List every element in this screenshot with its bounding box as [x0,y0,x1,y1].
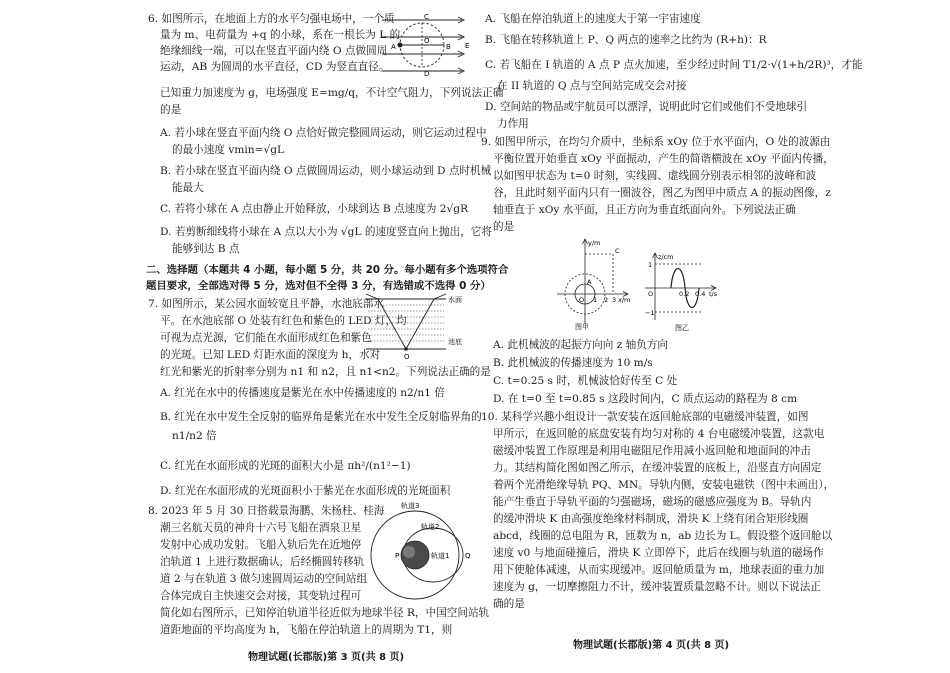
q6-option-d-cont: 能够到达 B 点 [172,243,240,255]
q8-option-c: C. 若飞船在 I 轨道的 A 点 P 点火加速，至少经过时间 T1/2·√(1+h/2R)³，才能 [485,59,863,71]
q9-line: 9. 如图甲所示，在均匀介质中，坐标系 xOy 位于水平面内，O 处的波源由 [481,136,831,148]
q9-figa-tick-3: 3 [612,296,617,304]
q9-figb-label-z: z/cm [658,253,674,261]
q9-figa-label-c: C [615,247,620,255]
q9-figure-a [555,236,635,332]
left-page-footer: 物理试题(长郡版)第 3 页(共 8 页) [248,652,405,663]
q9-figb-tick-04: 0.4 [695,290,706,298]
q7-line: 红光和紫光的折射率分别为 n1 和 n2，且 n1<n2。下列说法正确的是 [160,366,491,378]
q6-option-a-cont: 的最小速度 vmin=√gL [172,144,285,156]
q7-label-water-surface: 水面 [448,296,462,304]
q7-option-b: B. 红光在水中发生全反射的临界角是紫光在水中发生全反射临界角的 [160,411,482,423]
q9-figb-label-t: t/s [709,290,718,298]
q6-figure [380,10,472,80]
q9-option-b: B. 此机械波的传播速度为 10 m/s [493,357,653,369]
q6-option-d: D. 若剪断细线将小球在 A 点以大小为 √gL 的速度竖直向上抛出，它将 [160,226,492,238]
q6-label-e: E [465,42,470,50]
q9-figb-tick-02: 0.2 [679,290,690,298]
q6-label-b: B [446,43,451,51]
q10-line: 10. 某科学兴趣小组设计一款安装在返回舱底部的电磁缓冲装置，如图 [481,411,809,423]
q10-line: 着两个光滑绝缘导轨 PQ、MN。导轨内侧，安装电磁铁（图中未画出）， [493,479,835,491]
q10-line: 力。其结构简化图如图乙所示，在缓冲装置的底板上，沿竖直方向固定 [493,462,822,474]
section-2-heading-cont: 题目要求，全部选对得 5 分，选对但不全得 3 分，有选错或不选得 0 分） [146,280,491,292]
q8-label-q: Q [465,552,471,560]
q9-line: 轴垂直于 xOy 水平面，且正方向为垂直纸面向外。下列说法正确 [493,204,796,216]
q7-option-b-cont: n1/n2 倍 [172,430,217,442]
q9-line: 的是 [493,221,515,233]
right-page-footer: 物理试题(长郡版)第 4 页(共 8 页) [573,640,730,651]
q9-figb-label-o: O [648,290,654,298]
q8-line: 道距地面的平均高度为 h，飞船在停泊轨道上的周期为 T1，则 [160,624,453,636]
q7-option-d: D. 红光在水面形成的光斑面积小于紫光在水面形成的光斑面积 [160,485,451,497]
q10-line: 磁缓冲装置工作原理是利用电磁阻尼作用减小返回舱和地面间的冲击 [493,445,811,457]
q10-line: 能产生垂直于导轨平面的匀强磁场，磁场的磁感应强度为 B。导轨内 [493,496,812,508]
q8-option-b: B. 飞船在转移轨道上 P、Q 两点的速率之比约为 (R+h)：R [485,34,767,46]
q9-line: 谷，且此时刻平面内只有一圈波谷，图乙为图甲中质点 A 的振动图像，z [493,187,831,199]
q9-figb-tick-1: 1 [648,261,653,269]
q6-label-o: O [424,37,430,45]
q9-figa-label-a: A [587,278,592,286]
q9-figb-caption: 图乙 [675,324,689,332]
q9-figa-caption: 图甲 [575,323,589,331]
q10-line: 的缓冲滑块 K 由高强度绝缘材料制成，滑块 K 上绕有闭合矩形线圈 [493,513,809,525]
q9-option-c: C. t=0.25 s 时，机械波恰好传至 C 处 [493,375,678,387]
q8-line: 泊轨道 1 上进行数据确认，后经椭圆转移轨 [160,556,365,568]
q6-line: 已知重力加速度为 g，电场强度 E=mg/q，不计空气阻力，下列说法正确 [160,87,504,99]
q8-line: 道 2 与在轨道 3 做匀速圆周运动的空间站组 [160,573,368,585]
q9-option-a: A. 此机械波的起振方向向 z 轴负方向 [493,339,669,351]
q7-line: 的光斑。已知 LED 灯距水面的深度为 h，水对 [160,349,381,361]
q6-line: 的是 [160,104,182,116]
q10-line: 速度为 g，一切摩擦阻力不计，缓冲装置质量忽略不计。则以下说法正 [493,581,821,593]
q6-line: 绝缘细线一端，可以在竖直平面内绕 O 点做圆周 [160,45,388,57]
q7-label-pool-bottom: 池底 [448,338,462,346]
q8-option-d-cont: 力作用 [497,118,529,130]
q6-option-a: A. 若小球在竖直平面内绕 O 点恰好做完整圆周运动，则它运动过程中 [160,127,487,139]
q9-figure-b [643,250,723,334]
q6-label-a: A [391,43,396,51]
q6-option-c: C. 若将小球在 A 点由静止开始释放，小球到达 B 点速度为 2√gR [160,203,469,215]
q8-label-orbit-2: 轨道2 [421,523,440,531]
q8-option-d: D. 空间站的物品或宇航员可以漂浮，说明此时它们或他们不受地球引 [485,101,808,113]
q8-line: 简化如右图所示，已知停泊轨道半径近似为地球半径 R，中国空间站轨 [160,607,490,619]
q9-figa-tick-2: 2 [604,296,609,304]
q8-label-orbit-1: 轨道1 [431,552,450,560]
q8-option-a: A. 飞船在停泊轨道上的速度大于第一宇宙速度 [485,13,701,25]
q8-orbit-figure [363,500,475,602]
q8-line: 潮三名航天员的神舟十六号飞船在酒泉卫星 [160,522,362,534]
q7-label-o: O [404,353,410,361]
q10-line: 确的是 [493,598,525,610]
q7-line: 可视为点光源，它们能在水面形成红色和紫色 [160,332,372,344]
q8-label-p: P [395,552,400,560]
q7-line: 7. 如图所示，某公园水面较宽且平静，水池底部水 [148,298,384,310]
q6-option-b: B. 若小球在竖直平面内绕 O 点做圆周运动，则小球运动到 D 点时机械 [160,165,492,177]
q7-option-a: A. 红光在水中的传播速度是紫光在水中传播速度的 n2/n1 倍 [160,387,445,399]
q10-line: abcd，线圈的总电阻为 R，匝数为 n，ab 边长为 L。假设整个返回舱以 [493,530,833,542]
q9-line: 以如图甲状态为 t=0 时刻，实线圆、虚线圆分别表示相邻的波峰和波 [493,170,817,182]
section-2-heading: 二、选择题（本题共 4 小题，每小题 5 分，共 20 分。每小题有多个选项符合 [146,264,509,276]
q9-figa-label-y: y/m [588,239,601,247]
q6-label-d: D [424,70,430,78]
q10-line: 速度 v0 与地面碰撞后，滑块 K 立即停下，此后在线圈与轨道的磁场作 [493,547,824,559]
q6-line: 6. 如图所示，在地面上方的水平匀强电场中，一个质 [148,13,395,25]
q9-figb-tick-neg1: −1 [645,309,655,317]
q6-line: 量为 m、电荷量为 +q 的小球，系在一根长为 L 的 [160,29,401,41]
q6-option-b-cont: 能最大 [172,182,204,194]
q9-figa-tick-1: 1 [593,296,598,304]
q8-label-orbit-3: 轨道3 [401,502,420,510]
q10-line: 用下使舱体减速，从而实现缓冲。返回舱质量为 m，地球表面的重力加 [493,564,825,576]
q8-line: 8. 2023 年 5 月 30 日搭载景海鹏、朱杨柱、桂海 [148,505,385,517]
q9-line: 平衡位置开始垂直 xOy 平面振动，产生的简谐横波在 xOy 平面内传播， [493,153,834,165]
q8-line: 发射中心成功发射。飞船入轨后先在近地停 [160,539,362,551]
q9-figa-label-x: x/m [618,296,631,304]
q7-option-c: C. 红光在水面形成的光斑的面积大小是 πh²/(n1²−1) [160,460,411,472]
q8-line: 合体完成自主快速交会对接，其变轨过程可 [160,590,362,602]
q6-label-c: C [424,13,429,21]
q6-line: 运动，AB 为圆周的水平直径，CD 为竖直直径。 [160,61,390,73]
q8-option-c-cont: 在 II 轨道的 Q 点与空间站完成交会对接 [497,80,687,92]
q9-option-d: D. 在 t=0 至 t=0.85 s 这段时间内，C 质点运动的路程为 8 cm [493,393,798,405]
q9-figa-label-o: O [579,296,585,304]
right-page [475,0,950,673]
q7-line: 平。在水池底部 O 处装有红色和紫色的 LED 灯，均 [160,315,407,327]
q10-line: 甲所示，在返回舱的底盘安装有均匀对称的 4 台电磁缓冲装置，这款电 [493,428,825,440]
q7-figure [364,293,474,363]
